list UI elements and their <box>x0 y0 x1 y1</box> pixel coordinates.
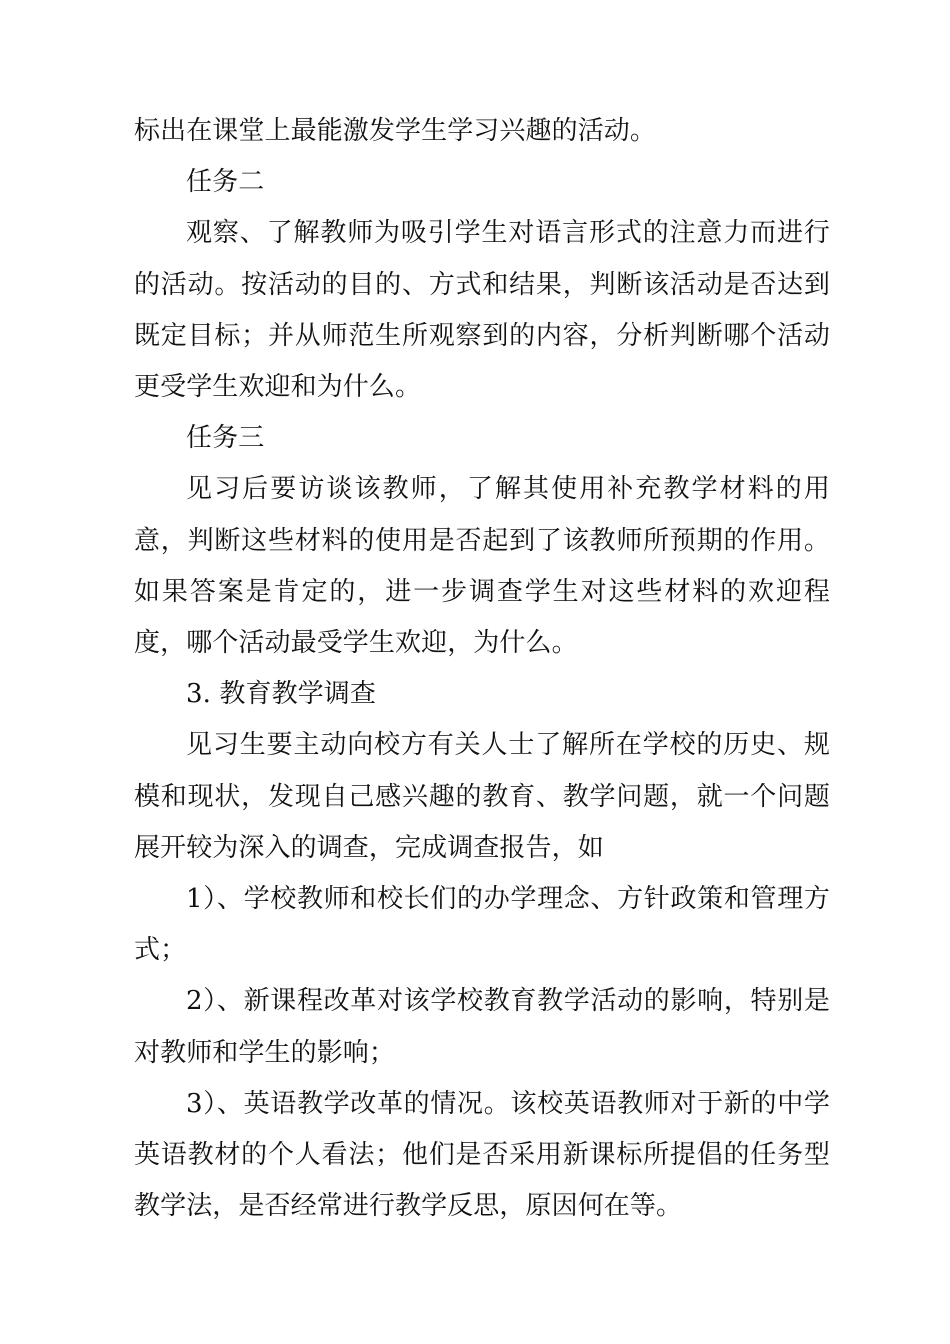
task-two-paragraph: 观察、了解教师为吸引学生对语言形式的注意力而进行的活动。按活动的目的、方式和结果，判断该活动是否达到既定目标；并从师范生所观察到的内容，分析判断哪个活动更受学生欢迎和为什么。 <box>134 218 830 403</box>
survey-intro-paragraph: 见习生要主动向校方有关人士了解所在学校的历史、规模和现状，发现自己感兴趣的教育、教学问题，就一个问题展开较为深入的调查，完成调查报告，如 <box>134 730 830 863</box>
list-item-2: 2）、新课程改革对该学校教育教学活动的影响，特别是对教师和学生的影响； <box>134 986 830 1068</box>
document-page <box>134 106 830 1232</box>
task-two-heading: 任务二 <box>186 167 265 198</box>
task-three-heading: 任务三 <box>186 423 265 454</box>
list-item-1: 1）、学校教师和校长们的办学理念、方针政策和管理方式； <box>134 884 830 966</box>
section-3-heading: 3. 教育教学调查 <box>186 679 376 710</box>
paragraph-continuation: 标出在课堂上最能激发学生学习兴趣的活动。 <box>134 116 657 146</box>
task-three-paragraph: 见习后要访谈该教师，了解其使用补充教学材料的用意，判断这些材料的使用是否起到了该教师所预期的作用。如果答案是肯定的，进一步调查学生对这些材料的欢迎程度，哪个活动最受学生欢迎，为什么。 <box>134 474 830 659</box>
list-item-3: 3）、英语教学改革的情况。该校英语教师对于新的中学英语教材的个人看法；他们是否采用新课标所提倡的任务型教学法，是否经常进行教学反思，原因何在等。 <box>134 1088 830 1222</box>
